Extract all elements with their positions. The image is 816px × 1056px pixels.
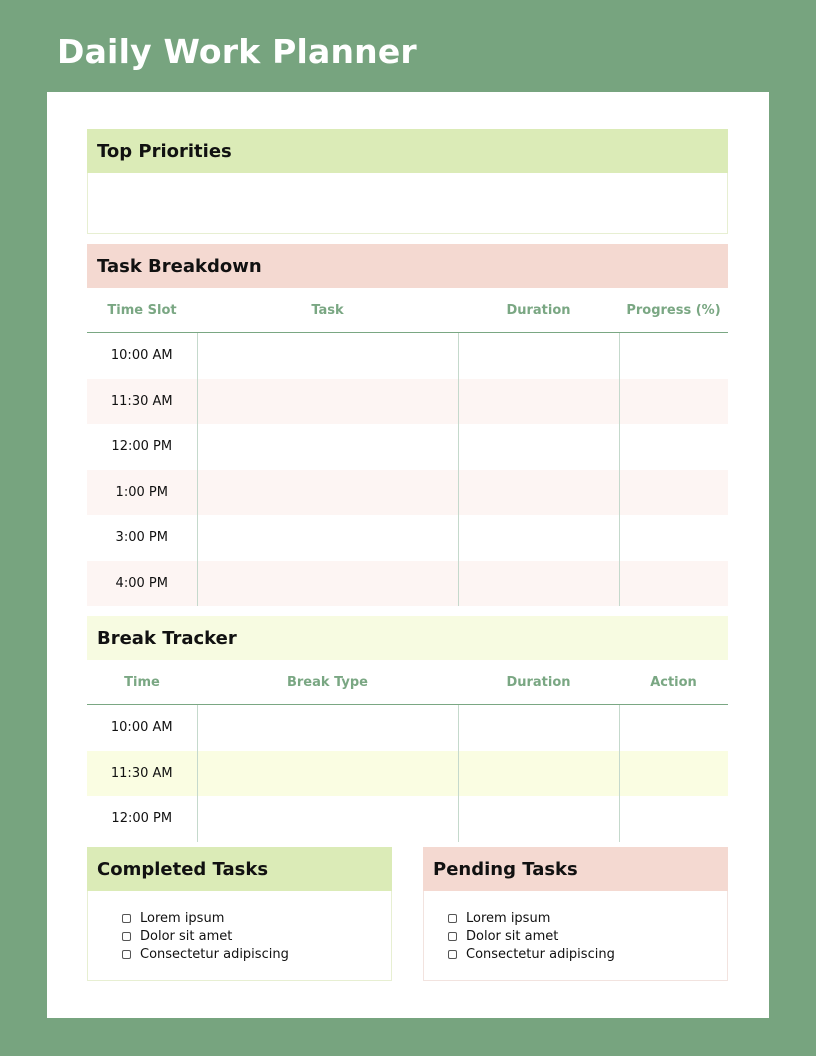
table-row (87, 333, 728, 379)
task-cell[interactable] (197, 424, 458, 470)
time-cell: 11:30 AM (87, 751, 197, 797)
time-cell: 3:00 PM (115, 530, 168, 546)
action-cell[interactable] (619, 751, 728, 797)
checkbox-icon[interactable] (448, 932, 457, 941)
break-type-cell[interactable] (197, 705, 458, 751)
progress-cell[interactable] (619, 470, 728, 516)
list-item-label: Consectetur adipiscing (466, 946, 615, 962)
time-cell: 1:00 PM (87, 470, 197, 516)
progress-cell[interactable] (619, 379, 728, 425)
table-header-row (87, 288, 728, 333)
duration-cell[interactable] (458, 751, 619, 797)
time-cell: 10:00 AM (110, 720, 173, 736)
task-breakdown-table (87, 288, 728, 606)
table-header-row (87, 660, 728, 705)
task-breakdown-section (87, 244, 728, 606)
progress-cell[interactable] (619, 333, 728, 379)
list-item[interactable] (448, 909, 727, 927)
table-row (87, 561, 728, 607)
progress-cell[interactable] (619, 561, 728, 607)
task-lists (87, 847, 728, 981)
duration-cell[interactable] (458, 333, 619, 379)
list-item-label: Lorem ipsum (140, 910, 225, 926)
break-tracker-table (87, 660, 728, 842)
column-header-task: Task (197, 288, 458, 333)
pending-tasks-heading: Pending Tasks (423, 847, 728, 891)
column-header-duration: Duration (458, 288, 619, 333)
break-type-cell[interactable] (197, 751, 458, 797)
duration-cell[interactable] (458, 796, 619, 842)
duration-cell[interactable] (458, 561, 619, 607)
list-item-label: Consectetur adipiscing (140, 946, 289, 962)
task-cell[interactable] (197, 561, 458, 607)
break-tracker-heading: Break Tracker (87, 616, 728, 660)
checkbox-icon[interactable] (448, 950, 457, 959)
break-tracker-section (87, 616, 728, 842)
time-cell: 12:00 PM (111, 811, 173, 827)
top-priorities-field[interactable] (87, 173, 728, 234)
completed-tasks-section (87, 847, 392, 981)
duration-cell[interactable] (458, 379, 619, 425)
time-cell: 11:30 AM (87, 379, 197, 425)
column-header-progress: Progress (%) (619, 288, 728, 333)
checkbox-icon[interactable] (122, 914, 131, 923)
list-item[interactable] (122, 927, 391, 945)
completed-tasks-list (87, 891, 392, 981)
completed-tasks-heading: Completed Tasks (87, 847, 392, 891)
progress-cell[interactable] (619, 424, 728, 470)
table-row (87, 379, 728, 425)
action-cell[interactable] (619, 796, 728, 842)
column-header-action: Action (619, 660, 728, 705)
column-header-time: Time (87, 660, 197, 705)
duration-cell[interactable] (458, 515, 619, 561)
task-cell[interactable] (197, 515, 458, 561)
planner-sheet (47, 92, 769, 1018)
list-item[interactable] (448, 945, 727, 963)
duration-cell[interactable] (458, 470, 619, 516)
checkbox-icon[interactable] (122, 950, 131, 959)
task-cell[interactable] (197, 470, 458, 516)
checkbox-icon[interactable] (448, 914, 457, 923)
list-item[interactable] (122, 909, 391, 927)
table-row (87, 470, 728, 516)
task-cell[interactable] (197, 333, 458, 379)
list-item-label: Dolor sit amet (140, 928, 233, 944)
page-title: Daily Work Planner (57, 32, 417, 71)
column-header-time-slot: Time Slot (87, 288, 197, 333)
task-cell[interactable] (197, 379, 458, 425)
top-priorities-heading: Top Priorities (87, 129, 728, 173)
list-item-label: Lorem ipsum (466, 910, 551, 926)
table-row (87, 424, 728, 470)
list-item-label: Dolor sit amet (466, 928, 559, 944)
time-cell: 4:00 PM (87, 561, 197, 607)
list-item[interactable] (448, 927, 727, 945)
column-header-duration: Duration (458, 660, 619, 705)
checkbox-icon[interactable] (122, 932, 131, 941)
column-header-break-type: Break Type (197, 660, 458, 705)
table-row (87, 705, 728, 751)
pending-tasks-list (423, 891, 728, 981)
table-row (87, 751, 728, 797)
table-row (87, 796, 728, 842)
task-breakdown-heading: Task Breakdown (87, 244, 728, 288)
action-cell[interactable] (619, 705, 728, 751)
duration-cell[interactable] (458, 424, 619, 470)
time-cell: 12:00 PM (111, 439, 173, 455)
pending-tasks-section (423, 847, 728, 981)
break-type-cell[interactable] (197, 796, 458, 842)
list-item[interactable] (122, 945, 391, 963)
top-priorities-section (87, 129, 728, 234)
table-row (87, 515, 728, 561)
duration-cell[interactable] (458, 705, 619, 751)
progress-cell[interactable] (619, 515, 728, 561)
time-cell: 10:00 AM (110, 348, 173, 364)
